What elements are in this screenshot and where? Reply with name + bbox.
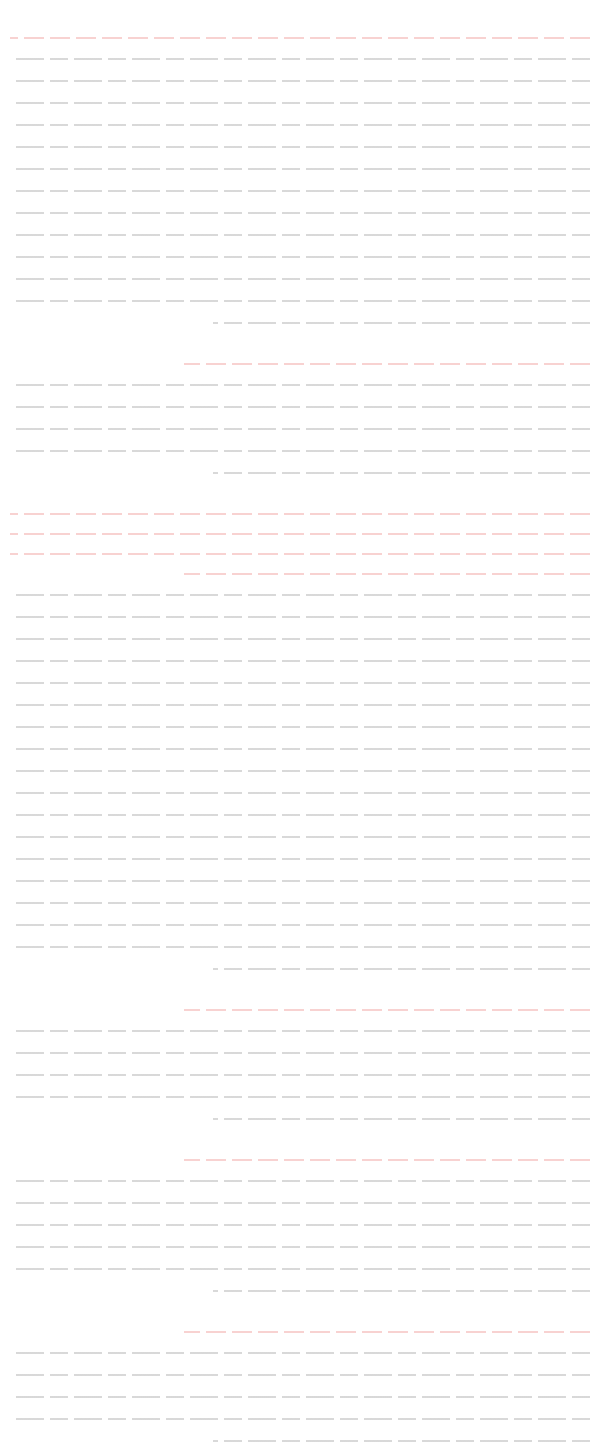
question-heading [10, 1302, 590, 1322]
answer-line [10, 1108, 590, 1130]
answer-line [10, 48, 590, 70]
answer-line [10, 1280, 590, 1302]
answer-line [10, 584, 590, 606]
question-line [10, 544, 590, 564]
answer-line [10, 1430, 590, 1452]
answer-line [10, 1086, 590, 1108]
qa-block [10, 334, 590, 484]
answer-line [10, 462, 590, 484]
answer-line [10, 892, 590, 914]
answer-line [10, 958, 590, 980]
answer-line [10, 224, 590, 246]
answer-line [10, 1236, 590, 1258]
answer-line [10, 396, 590, 418]
answer-line [10, 606, 590, 628]
question-line [10, 354, 590, 374]
qa-block [10, 484, 590, 980]
qa-block [10, 980, 590, 1130]
answer-line [10, 180, 590, 202]
answer-line [10, 158, 590, 180]
answer-line [10, 782, 590, 804]
answer-line [10, 936, 590, 958]
answer-line [10, 628, 590, 650]
question-line [10, 1150, 590, 1170]
question-line [10, 564, 590, 584]
question-heading [10, 484, 590, 504]
answer-line [10, 672, 590, 694]
answer-line [10, 70, 590, 92]
question-line [10, 524, 590, 544]
answer-line [10, 870, 590, 892]
answer-line [10, 1020, 590, 1042]
answer-line [10, 290, 590, 312]
answer-line [10, 1064, 590, 1086]
answer-line [10, 716, 590, 738]
qa-block [10, 1130, 590, 1302]
answer-line [10, 1258, 590, 1280]
question-heading [10, 8, 590, 28]
answer-line [10, 914, 590, 936]
answer-line [10, 312, 590, 334]
answer-line [10, 826, 590, 848]
answer-line [10, 440, 590, 462]
question-line [10, 504, 590, 524]
answer-line [10, 114, 590, 136]
answer-line [10, 1192, 590, 1214]
answer-line [10, 650, 590, 672]
answer-line [10, 1342, 590, 1364]
answer-line [10, 1170, 590, 1192]
qa-block [10, 1302, 590, 1452]
answer-line [10, 760, 590, 782]
answer-line [10, 92, 590, 114]
answer-line [10, 202, 590, 224]
answer-line [10, 848, 590, 870]
answer-line [10, 738, 590, 760]
answer-line [10, 268, 590, 290]
answer-line [10, 246, 590, 268]
question-line [10, 28, 590, 48]
answer-line [10, 804, 590, 826]
answer-line [10, 1214, 590, 1236]
question-heading [10, 1130, 590, 1150]
question-heading [10, 980, 590, 1000]
answer-line [10, 694, 590, 716]
answer-line [10, 1408, 590, 1430]
answer-line [10, 374, 590, 396]
qa-block [10, 8, 590, 334]
answer-line [10, 1386, 590, 1408]
answer-line [10, 1042, 590, 1064]
answer-line [10, 136, 590, 158]
question-line [10, 1000, 590, 1020]
question-line [10, 1322, 590, 1342]
answer-line [10, 1364, 590, 1386]
question-heading [10, 334, 590, 354]
answer-line [10, 418, 590, 440]
